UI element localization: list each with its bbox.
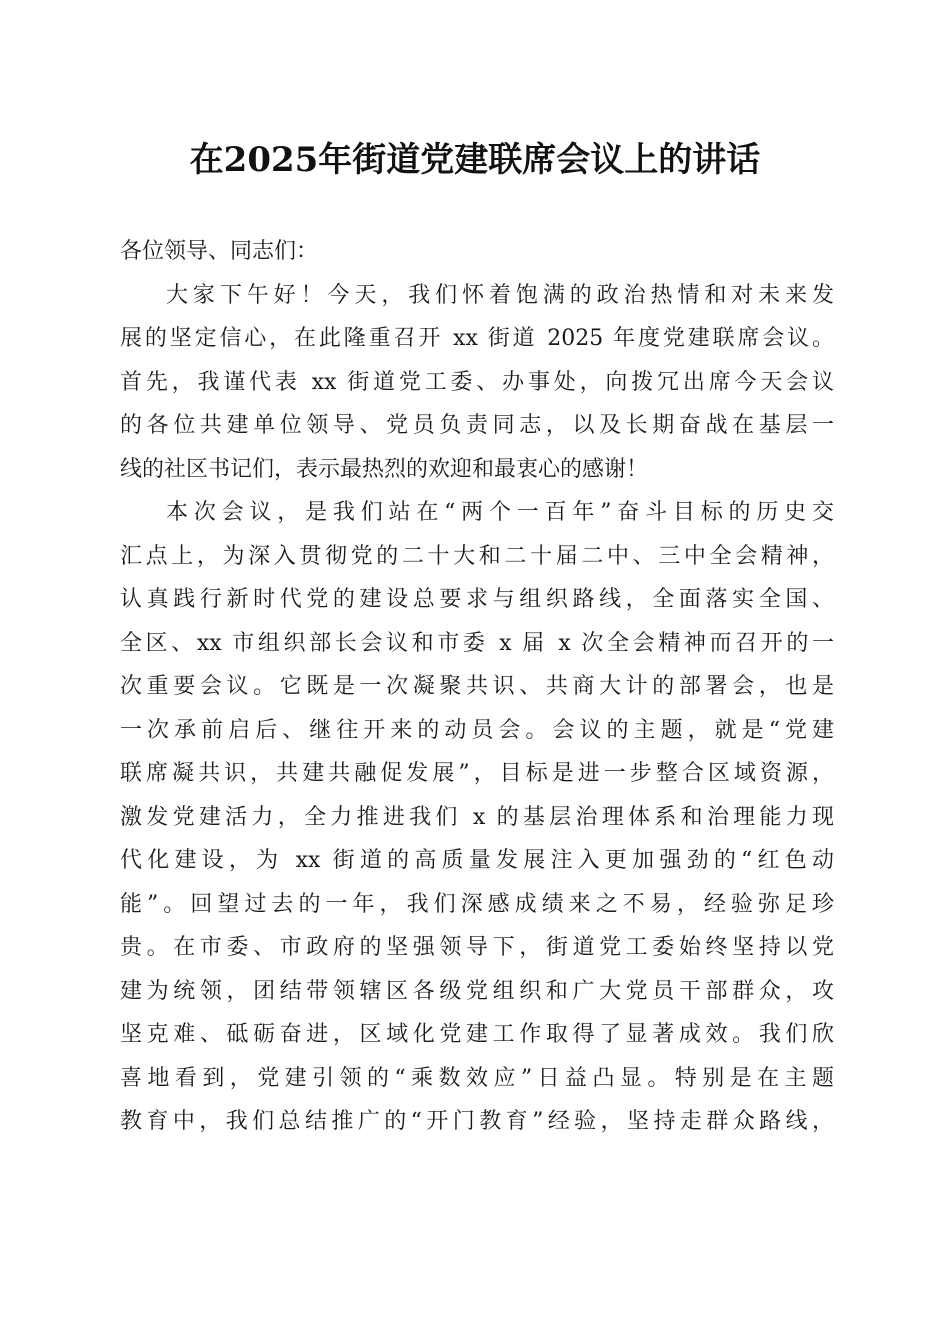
paragraph-2-line-13: 坚克难、砥砺奋进，区域化党建工作取得了显著成效。我们欣 — [120, 1022, 834, 1047]
paragraph-1-line-4: 的各位共建单位领导、党员负责同志，以及长期奋战在基层一 — [120, 413, 834, 438]
paragraph-1-line-3: 首先，我谨代表 xx 街道党工委、办事处，向拨冗出席今天会议 — [120, 369, 834, 395]
paragraph-2-line-14: 喜地看到，党建引领的“乘数效应”日益凸显。特别是在主题 — [120, 1065, 834, 1091]
paragraph-2-line-15: 教育中，我们总结推广的“开门教育”经验，坚持走群众路线， — [120, 1109, 834, 1134]
paragraph-1-line-2: 展的坚定信心，在此隆重召开 xx 街道 2025 年度党建联席会议。 — [120, 326, 834, 351]
paragraph-2-line-1: 本次会议，是我们站在“两个一百年”奋斗目标的历史交 — [166, 500, 834, 525]
paragraph-2-line-5: 次重要会议。它既是一次凝聚共识、共商大计的部署会，也是 — [120, 674, 834, 699]
paragraph-1-line-5: 线的社区书记们，表示最热烈的欢迎和最衷心的感谢！ — [120, 456, 649, 482]
paragraph-1-line-1: 大家下午好！今天，我们怀着饱满的政治热情和对未来发 — [166, 282, 834, 308]
document-title: 在2025年街道党建联席会议上的讲话 — [189, 140, 761, 180]
paragraph-2-line-4: 全区、xx 市组织部长会议和市委 x 届 x 次全会精神而召开的一 — [120, 630, 834, 656]
document-body — [120, 230, 834, 1144]
paragraph-2-line-10: 能”。回望过去的一年，我们深感成绩来之不易，经验弥足珍 — [120, 891, 834, 917]
paragraph-2-line-9: 代化建设，为 xx 街道的高质量发展注入更加强劲的“红色动 — [120, 848, 834, 873]
paragraph-2-line-6: 一次承前启后、继往开来的动员会。会议的主题，就是“党建 — [120, 717, 834, 743]
paragraph-2-line-2: 汇点上，为深入贯彻党的二十大和二十届二中、三中全会精神， — [120, 543, 834, 569]
paragraph-2-line-3: 认真践行新时代党的建设总要求与组织路线，全面落实全国、 — [120, 587, 834, 612]
salutation: 各位领导、同志们： — [120, 239, 319, 264]
paragraph-2-line-11: 贵。在市委、市政府的坚强领导下，街道党工委始终坚持以党 — [120, 935, 834, 960]
paragraph-2-line-12: 建为统领，团结带领辖区各级党组织和广大党员干部群众，攻 — [120, 978, 834, 1004]
paragraph-2-line-7: 联席凝共识，共建共融促发展”，目标是进一步整合区域资源， — [120, 761, 834, 786]
paragraph-2-line-8: 激发党建活力，全力推进我们 x 的基层治理体系和治理能力现 — [120, 804, 834, 830]
